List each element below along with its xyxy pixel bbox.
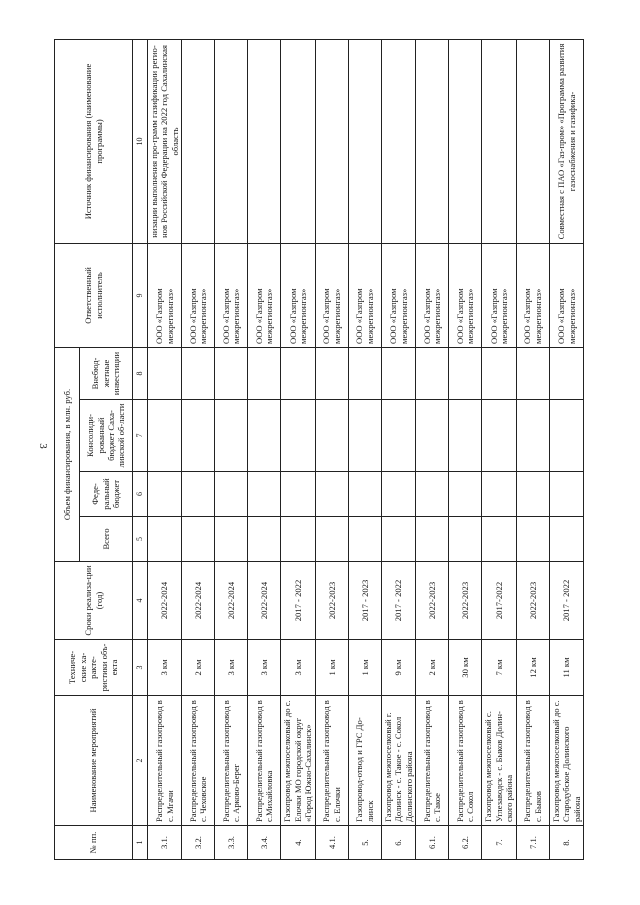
header-name: Наименование мероприятий (55, 696, 133, 826)
row-name-cell: Газопровод межпоселковый г. Долинск - с. Такое - с. Сокол Долинского района (381, 696, 415, 826)
header-total: Всего (80, 517, 133, 562)
row-executor-cell: ООО «Газпром межрегионгаз» (148, 243, 182, 347)
row-number-cell: 7. (482, 826, 516, 860)
column-number-cell: 9 (133, 243, 148, 347)
column-number-cell: 8 (133, 347, 148, 399)
row-source-cell: низации выполнения про-грамм газификации регио-нов Российской Федерации на 2022 год Сахалинская область (148, 39, 182, 243)
row-federal-cell (148, 472, 182, 517)
table-row (516, 39, 549, 859)
header-federal: Феде-ральный бюджет (80, 472, 133, 517)
row-tech-cell: 9 км (381, 640, 415, 696)
row-federal-cell (182, 472, 215, 517)
row-source-cell (449, 39, 482, 243)
header-consolidated: Консолиди-рованный бюджет Саха-линской об-ласти (80, 400, 133, 472)
row-executor-cell: ООО «Газпром межрегионгаз» (416, 243, 449, 347)
row-extra-cell (182, 347, 215, 399)
table-row (281, 39, 315, 859)
row-number-cell: 4. (281, 826, 315, 860)
row-tech-cell: 2 км (182, 640, 215, 696)
row-total-cell (482, 517, 516, 562)
row-consolidated-cell (182, 400, 215, 472)
column-number-row (133, 39, 148, 859)
row-total-cell (549, 517, 583, 562)
column-number-cell: 4 (133, 562, 148, 640)
row-extra-cell (148, 347, 182, 399)
row-source-cell (348, 39, 381, 243)
row-source-cell (416, 39, 449, 243)
column-number-cell: 1 (133, 826, 148, 860)
row-tech-cell: 3 км (215, 640, 248, 696)
row-executor-cell: ООО «Газпром межрегионгаз» (248, 243, 281, 347)
row-total-cell (348, 517, 381, 562)
page-number: 3 (36, 443, 49, 449)
table-row (549, 39, 583, 859)
row-federal-cell (516, 472, 549, 517)
row-extra-cell (482, 347, 516, 399)
column-number-cell: 3 (133, 640, 148, 696)
row-consolidated-cell (449, 400, 482, 472)
row-executor-cell: ООО «Газпром межрегионгаз» (449, 243, 482, 347)
header-terms: Сроки реализа-ции (год) (55, 562, 133, 640)
row-source-cell (516, 39, 549, 243)
column-number-cell: 7 (133, 400, 148, 472)
row-total-cell (315, 517, 348, 562)
row-source-cell (482, 39, 516, 243)
row-total-cell (182, 517, 215, 562)
row-tech-cell: 3 км (281, 640, 315, 696)
table-row (215, 39, 248, 859)
table-body (148, 39, 584, 859)
row-consolidated-cell (482, 400, 516, 472)
row-source-cell (215, 39, 248, 243)
row-name-cell: Газопровод межпоселковый с. Углезаводск - с. Быков Долин-ского района (482, 696, 516, 826)
row-consolidated-cell (248, 400, 281, 472)
row-executor-cell: ООО «Газпром межрегионгаз» (182, 243, 215, 347)
row-federal-cell (315, 472, 348, 517)
row-source-cell (381, 39, 415, 243)
row-terms-cell: 2017 - 2022 (381, 562, 415, 640)
header-extra: Внебюд-жетные инвестиции (80, 347, 133, 399)
rotated-table-page (54, 40, 582, 860)
row-tech-cell: 7 км (482, 640, 516, 696)
row-executor-cell: ООО «Газпром межрегионгаз» (281, 243, 315, 347)
row-source-cell (281, 39, 315, 243)
row-extra-cell (381, 347, 415, 399)
row-source-cell (315, 39, 348, 243)
table-row (416, 39, 449, 859)
row-consolidated-cell (148, 400, 182, 472)
row-terms-cell: 2022-2024 (182, 562, 215, 640)
row-consolidated-cell (315, 400, 348, 472)
row-extra-cell (281, 347, 315, 399)
row-terms-cell: 2017 - 2022 (549, 562, 583, 640)
row-total-cell (449, 517, 482, 562)
row-number-cell: 3.2. (182, 826, 215, 860)
row-executor-cell: ООО «Газпром межрегионгаз» (549, 243, 583, 347)
row-consolidated-cell (348, 400, 381, 472)
row-name-cell: Распределительный газопровод в с. Арково-Берег (215, 696, 248, 826)
financing-table (54, 39, 584, 860)
row-total-cell (148, 517, 182, 562)
row-number-cell: 7.1. (516, 826, 549, 860)
column-number-cell: 5 (133, 517, 148, 562)
column-number-cell: 6 (133, 472, 148, 517)
header-finance: Объем финансирования, в млн. руб. (55, 347, 80, 561)
row-name-cell: Распределительный газопровод в с.Михайловка (248, 696, 281, 826)
row-consolidated-cell (381, 400, 415, 472)
row-extra-cell (315, 347, 348, 399)
row-extra-cell (449, 347, 482, 399)
row-federal-cell (281, 472, 315, 517)
row-source-cell (182, 39, 215, 243)
row-federal-cell (416, 472, 449, 517)
row-number-cell: 6.2. (449, 826, 482, 860)
row-executor-cell: ООО «Газпром межрегионгаз» (348, 243, 381, 347)
row-tech-cell: 3 км (248, 640, 281, 696)
row-name-cell: Распределительный газопровод в с. Мгачи (148, 696, 182, 826)
row-number-cell: 3.3. (215, 826, 248, 860)
row-consolidated-cell (516, 400, 549, 472)
header-num: № пп. (55, 826, 133, 860)
row-terms-cell: 2022-2023 (416, 562, 449, 640)
row-executor-cell: ООО «Газпром межрегионгаз» (516, 243, 549, 347)
row-federal-cell (348, 472, 381, 517)
row-source-cell: Совместная с ПАО «Газ-пром» «Программа развития газоснабжения и газифика- (549, 39, 583, 243)
row-name-cell: Распределительный газопровод в с. Сокол (449, 696, 482, 826)
row-total-cell (281, 517, 315, 562)
row-number-cell: 3.4. (248, 826, 281, 860)
row-terms-cell: 2017-2022 (482, 562, 516, 640)
row-name-cell: Распределительный газопровод в с. Такое (416, 696, 449, 826)
row-terms-cell: 2022-2024 (248, 562, 281, 640)
row-total-cell (416, 517, 449, 562)
row-number-cell: 3.1. (148, 826, 182, 860)
row-terms-cell: 2017 - 2022 (281, 562, 315, 640)
row-tech-cell: 11 км (549, 640, 583, 696)
row-name-cell: Газопровод межпоселковый до с. Елочки МО городской округ «Город Южно-Сахалинск» (281, 696, 315, 826)
table-row (182, 39, 215, 859)
row-name-cell: Распределительный газопровод в с. Елочки (315, 696, 348, 826)
row-terms-cell: 2017 - 2023 (348, 562, 381, 640)
row-total-cell (215, 517, 248, 562)
row-number-cell: 6. (381, 826, 415, 860)
row-tech-cell: 1 км (315, 640, 348, 696)
row-number-cell: 8. (549, 826, 583, 860)
row-terms-cell: 2022-2024 (148, 562, 182, 640)
row-total-cell (248, 517, 281, 562)
row-total-cell (516, 517, 549, 562)
header-executor: Ответственный исполнитель (55, 243, 133, 347)
row-executor-cell: ООО «Газпром межрегионгаз» (215, 243, 248, 347)
row-executor-cell: ООО «Газпром межрегионгаз» (315, 243, 348, 347)
row-consolidated-cell (281, 400, 315, 472)
table-row (449, 39, 482, 859)
row-source-cell (248, 39, 281, 243)
row-name-cell: Распределительный газопровод в с. Чеховское (182, 696, 215, 826)
row-name-cell: Газопровод межпоселковый до с. Стародубское Долинского района (549, 696, 583, 826)
row-extra-cell (215, 347, 248, 399)
row-executor-cell: ООО «Газпром межрегионгаз» (482, 243, 516, 347)
row-number-cell: 6.1. (416, 826, 449, 860)
row-tech-cell: 12 км (516, 640, 549, 696)
column-number-cell: 2 (133, 696, 148, 826)
table-row (381, 39, 415, 859)
header-tech: Техниче-ские ха-ракте-ристики объ-екта (55, 640, 133, 696)
row-extra-cell (248, 347, 281, 399)
table-row (148, 39, 182, 859)
table-row (348, 39, 381, 859)
row-extra-cell (416, 347, 449, 399)
row-name-cell: Газопровод-отвод и ГРС До-линск (348, 696, 381, 826)
row-terms-cell: 2022-2024 (215, 562, 248, 640)
row-extra-cell (348, 347, 381, 399)
row-name-cell: Распределительный газопровод в с. Быков (516, 696, 549, 826)
row-federal-cell (381, 472, 415, 517)
row-executor-cell: ООО «Газпром межрегионгаз» (381, 243, 415, 347)
row-consolidated-cell (549, 400, 583, 472)
table-row (248, 39, 281, 859)
row-tech-cell: 3 км (148, 640, 182, 696)
row-federal-cell (449, 472, 482, 517)
row-federal-cell (215, 472, 248, 517)
table-row (482, 39, 516, 859)
row-terms-cell: 2022-2023 (516, 562, 549, 640)
row-terms-cell: 2022-2023 (315, 562, 348, 640)
header-source: Источник финансирования (наименование программы) (55, 39, 133, 243)
row-consolidated-cell (215, 400, 248, 472)
row-tech-cell: 30 км (449, 640, 482, 696)
row-number-cell: 4.1. (315, 826, 348, 860)
row-tech-cell: 2 км (416, 640, 449, 696)
row-federal-cell (248, 472, 281, 517)
row-total-cell (381, 517, 415, 562)
table-row (315, 39, 348, 859)
row-number-cell: 5. (348, 826, 381, 860)
row-federal-cell (549, 472, 583, 517)
row-tech-cell: 1 км (348, 640, 381, 696)
row-extra-cell (516, 347, 549, 399)
row-terms-cell: 2022-2023 (449, 562, 482, 640)
row-consolidated-cell (416, 400, 449, 472)
row-federal-cell (482, 472, 516, 517)
column-number-cell: 10 (133, 39, 148, 243)
row-extra-cell (549, 347, 583, 399)
